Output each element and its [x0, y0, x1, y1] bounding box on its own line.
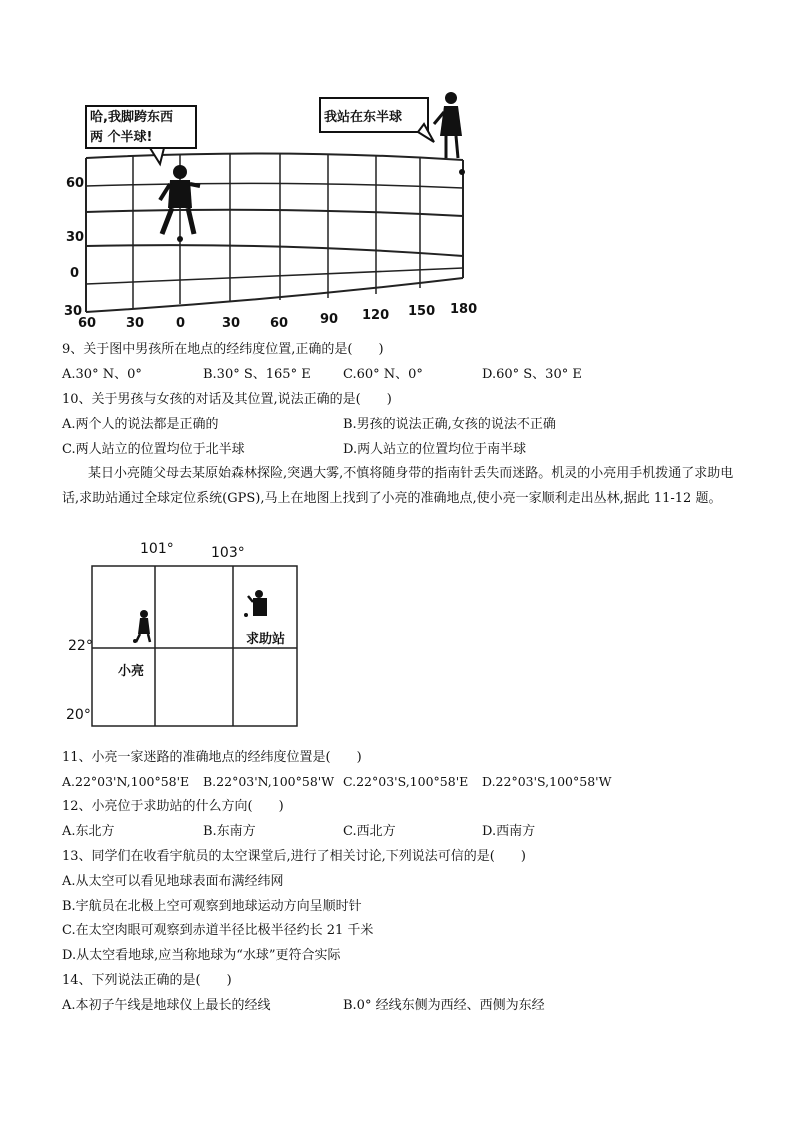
lon-label-60e: 60 [270, 316, 289, 331]
lon-label-90e: 90 [320, 312, 339, 327]
q9-option-d: D.60° S、30° E [482, 367, 582, 382]
station-label: 求助站 [246, 632, 286, 647]
xiaoliang-figure [133, 610, 150, 643]
lat-label-60n: 60 [66, 176, 85, 191]
q13-option-b: B.宇航员在北极上空可观察到地球运动方向呈顺时针 [62, 899, 362, 914]
figure-graticule-kids [58, 88, 488, 338]
q10-stem: 10、关于男孩与女孩的对话及其位置,说法正确的是( ) [62, 392, 392, 407]
q13-option-c: C.在太空肉眼可观察到赤道半径比极半径约长 21 千米 [62, 923, 374, 938]
q11-option-c: C.22°03'S,100°58'E [343, 774, 469, 789]
lat-label-30n: 30 [66, 230, 85, 245]
bubble-left-line1: 哈,我脚跨东西 [90, 110, 173, 125]
q13-stem: 13、同学们在收看宇航员的太空课堂后,进行了相关讨论,下列说法可信的是( ) [62, 849, 526, 864]
lon-label-150e: 150 [408, 304, 436, 319]
bubble-left-line2: 两 个半球! [90, 130, 153, 145]
q14-stem: 14、下列说法正确的是( ) [62, 973, 232, 988]
q10-option-b: B.男孩的说法正确,女孩的说法不正确 [343, 417, 556, 432]
q14-option-a: A.本初子午线是地球仪上最长的经线 [62, 998, 271, 1013]
q11-option-d: D.22°03'S,100°58'W [482, 774, 612, 789]
q10-option-c: C.两人站立的位置均位于北半球 [62, 442, 245, 457]
girl-figure [434, 92, 465, 175]
figure-latlon-grid [62, 538, 312, 730]
lon-label-180: 180 [450, 302, 478, 317]
q14-option-b: B.0° 经线东侧为西经、西侧为东经 [343, 998, 545, 1013]
q13-option-d: D.从太空看地球,应当称地球为“水球”更符合实际 [62, 948, 341, 963]
lon-label-101: 101° [140, 541, 174, 557]
q12-option-c: C.西北方 [343, 824, 396, 839]
q9-option-c: C.60° N、0° [343, 367, 423, 382]
lon-label-120e: 120 [362, 308, 390, 323]
q10-option-a: A.两个人的说法都是正确的 [62, 417, 219, 432]
q9-option-b: B.30° S、165° E [203, 367, 311, 382]
lat-label-22: 22° [68, 638, 93, 654]
lon-label-103: 103° [211, 545, 245, 561]
lat-label-0: 0 [70, 266, 80, 281]
q13-option-a: A.从太空可以看见地球表面布满经纬网 [62, 874, 284, 889]
q12-option-b: B.东南方 [203, 824, 256, 839]
lat-label-30s: 30 [64, 304, 83, 319]
q11-stem: 11、小亮一家迷路的准确地点的经纬度位置是( ) [62, 750, 362, 765]
q12-stem: 12、小亮位于求助站的什么方向( ) [62, 799, 284, 814]
bubble-right-text: 我站在东半球 [324, 110, 403, 125]
lon-label-60w: 60 [78, 316, 97, 331]
q9-stem: 9、关于图中男孩所在地点的经纬度位置,正确的是( ) [62, 342, 384, 357]
q12-option-d: D.西南方 [482, 824, 536, 839]
lon-label-0: 0 [176, 316, 186, 331]
q11-option-a: A.22°03'N,100°58'E [62, 774, 190, 789]
passage-text: 某日小亮随父母去某原始森林探险,突遇大雾,不慎将随身带的指南针丢失而迷路。机灵的小亮用手机拨通了求助电话,求助站通过全球定位系统(GPS),马上在地图上找到了小亮的准确地点,使小亮一家顺利走出丛林,据此 11-12 题。 [62, 466, 734, 506]
q10-option-d: D.两人站立的位置均位于南半球 [343, 442, 527, 457]
station-figure [244, 590, 267, 617]
lat-label-20: 20° [66, 707, 91, 723]
q11-option-b: B.22°03'N,100°58'W [203, 774, 335, 789]
lon-label-30w: 30 [126, 316, 145, 331]
xiaoliang-label: 小亮 [118, 664, 145, 679]
lon-label-30e: 30 [222, 316, 241, 331]
q9-option-a: A.30° N、0° [62, 367, 142, 382]
q12-option-a: A.东北方 [62, 824, 115, 839]
